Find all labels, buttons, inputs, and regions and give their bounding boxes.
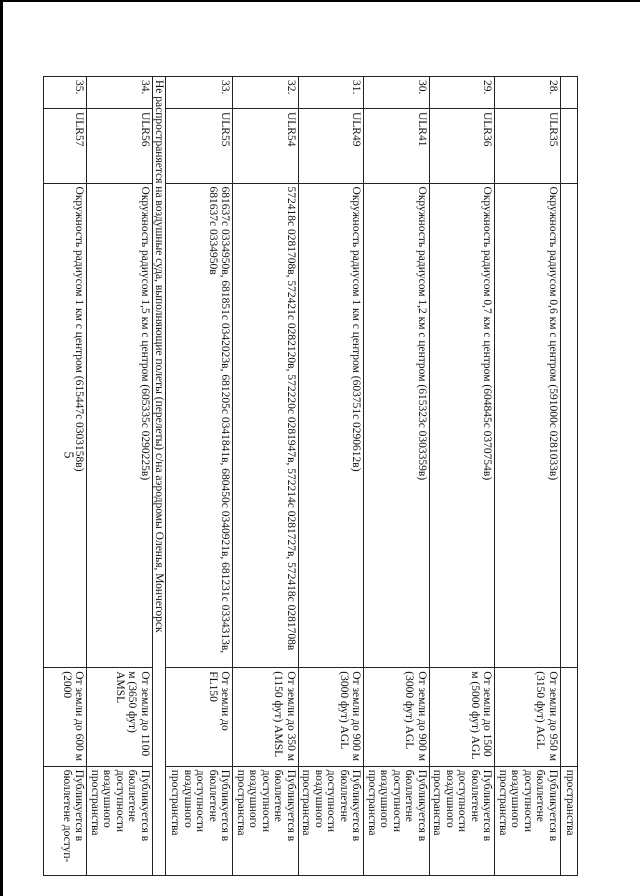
- table-row: [166, 77, 233, 876]
- table-cell-code: ULR54: [233, 108, 299, 183]
- table-cell-code: ULR55: [166, 108, 233, 183]
- table-row: [233, 77, 299, 876]
- table-cell-height: От земли до FL150: [166, 668, 233, 767]
- table-cell-description: Окружность радиусом 1 км с центром (615447с 0303158в): [44, 183, 87, 668]
- table-cell-code: [561, 108, 578, 183]
- table-cell-height: От земли до 1100 м (3650 фут) AMSL: [87, 668, 153, 767]
- table-cell-number: [561, 77, 578, 109]
- table-row: [44, 77, 87, 876]
- table-row: [299, 77, 365, 876]
- table-note-row: [153, 77, 167, 876]
- airspace-restrictions-table: [44, 76, 579, 876]
- table-cell-number: 29.: [430, 77, 496, 109]
- table-cell-number: 28.: [495, 77, 561, 109]
- table-cell-code: ULR41: [364, 108, 430, 183]
- table-row-continuation: [561, 77, 578, 876]
- table-cell-height: [561, 668, 578, 767]
- table-cell-number: 34.: [87, 77, 153, 109]
- scan-edge-top: [0, 0, 640, 2]
- table-cell-description: Окружность радиусом 1,2 км с центром (615323с 0303359в): [364, 183, 430, 668]
- page-number: 5: [60, 451, 76, 459]
- table-note: Не распространяется на воздушные суда, выполняющие полеты (перелеты) с/на аэродромы Оленья, Мончегорск: [153, 77, 167, 876]
- table-cell-description: [561, 183, 578, 668]
- table-cell-number: 32.: [233, 77, 299, 109]
- table-cell-description: Окружность радиусом 1 км с центром (603751с 0290612в): [299, 183, 365, 668]
- table-cell-publication: Публикуется в бюллетене доступности воздушного пространства: [430, 766, 496, 875]
- table-row: [87, 77, 153, 876]
- table-cell-description: Окружность радиусом 1,5 км с центром (605335с 0290225в): [87, 183, 153, 668]
- table-cell-publication: пространства: [561, 766, 578, 875]
- scan-edge-left: [0, 0, 3, 896]
- table-cell-height: От земли до 1500 м (5000 фут) AGL: [430, 668, 496, 767]
- table-row: [364, 77, 430, 876]
- table-cell-height: От земли до 350 м (1150 фут) AMSL: [233, 668, 299, 767]
- table-cell-description: Окружность радиусом 0,7 км с центром (604845с 0370754в): [430, 183, 496, 668]
- table-cell-height: От земли до 950 м (3150 фут) AGL: [495, 668, 561, 767]
- table-cell-number: 31.: [299, 77, 365, 109]
- table-cell-number: 35.: [44, 77, 87, 109]
- table-cell-code: ULR56: [87, 108, 153, 183]
- table-cell-code: ULR57: [44, 108, 87, 183]
- table-cell-publication: Публикуется в бюллетене доступ-: [44, 766, 87, 875]
- table-cell-publication: Публикуется в бюллетене доступности воздушного пространства: [233, 766, 299, 875]
- table-cell-publication: Публикуется в бюллетене доступности воздушного пространства: [166, 766, 233, 875]
- table-cell-height: От земли до 900 м (3000 фут) AGL: [299, 668, 365, 767]
- table-cell-publication: Публикуется в бюллетене доступности воздушного пространства: [299, 766, 365, 875]
- table-cell-height: От земли до 900 м (3000 фут) AGL: [364, 668, 430, 767]
- table-cell-description: 572418с 0281708в, 572421с 0282120в, 572220с 0281947в, 572214с 0281727в, 572418с 0281708в: [233, 183, 299, 668]
- table-cell-description: 681637с 0334950в, 681851с 0342023в, 681205с 0341841в, 680450с 0340921в, 681231с 0334313в, 681637с 0334950в: [166, 183, 233, 668]
- table-cell-code: ULR36: [430, 108, 496, 183]
- rotated-page-content: [61, 76, 578, 876]
- table-row: [430, 77, 496, 876]
- table-cell-publication: Публикуется в бюллетене доступности воздушного пространства: [495, 766, 561, 875]
- table-cell-description: Окружность радиусом 0,6 км с центром (591000с 0281033в): [495, 183, 561, 668]
- table-cell-publication: Публикуется в бюллетене доступности воздушного пространства: [87, 766, 153, 875]
- table-cell-publication: Публикуется в бюллетене доступности воздушного пространства: [364, 766, 430, 875]
- table-row: [495, 77, 561, 876]
- table-cell-code: ULR49: [299, 108, 365, 183]
- table-cell-number: 30.: [364, 77, 430, 109]
- table-cell-height: От земли до 600 м (2000: [44, 668, 87, 767]
- table-cell-number: 33.: [166, 77, 233, 109]
- table-cell-code: ULR35: [495, 108, 561, 183]
